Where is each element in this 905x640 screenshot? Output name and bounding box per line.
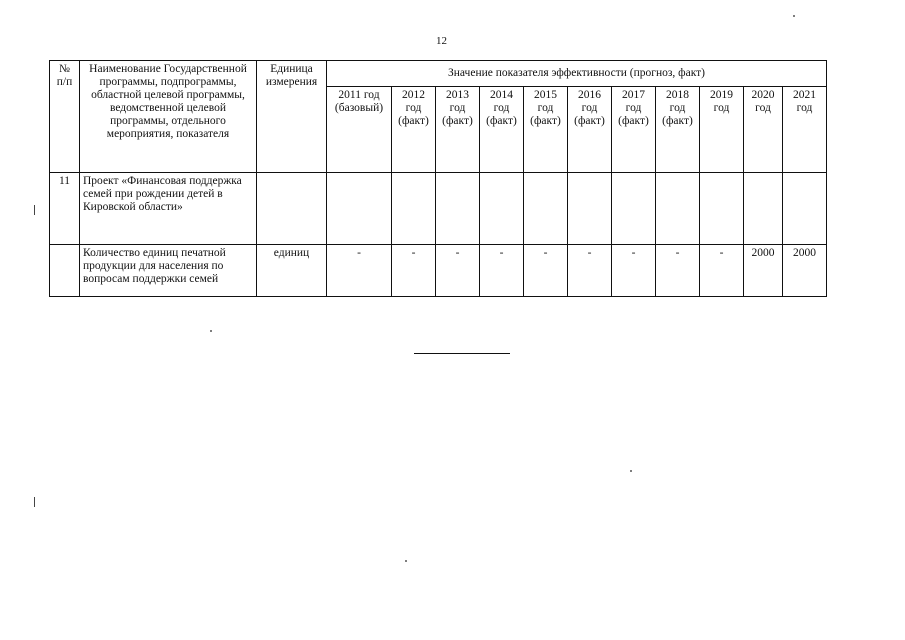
value-cell: - bbox=[700, 245, 744, 297]
header-year-note: (факт) bbox=[398, 115, 429, 127]
scan-mark bbox=[34, 205, 35, 215]
value-cell bbox=[327, 173, 392, 245]
table-row bbox=[50, 173, 827, 245]
header-year-3 bbox=[480, 87, 524, 173]
header-year-label: 2012 год bbox=[402, 89, 425, 114]
scan-speck bbox=[405, 560, 407, 562]
header-year-label: 2014 год bbox=[490, 89, 513, 114]
header-year-note: (факт) bbox=[442, 115, 473, 127]
header-year-label: 2020 год bbox=[751, 89, 775, 114]
value-cell bbox=[436, 173, 480, 245]
header-year-label: 2017 год bbox=[622, 89, 645, 114]
header-year-note: (факт) bbox=[486, 115, 517, 127]
value-cell bbox=[700, 173, 744, 245]
value-cell bbox=[392, 173, 436, 245]
row-name: Количество единиц печатной продукции для населения по вопросам поддержки семей bbox=[80, 245, 257, 297]
header-year-4 bbox=[524, 87, 568, 173]
indicators-table bbox=[49, 60, 827, 297]
header-year-7 bbox=[656, 87, 700, 173]
value-cell bbox=[480, 173, 524, 245]
value-cell: - bbox=[568, 245, 612, 297]
scan-speck bbox=[793, 15, 795, 17]
header-year-note: (факт) bbox=[662, 115, 693, 127]
value-cell: - bbox=[392, 245, 436, 297]
value-cell bbox=[783, 173, 827, 245]
value-cell bbox=[568, 173, 612, 245]
row-unit: единиц bbox=[257, 245, 327, 297]
value-cell: - bbox=[480, 245, 524, 297]
header-name: Наименование Государственной программы, подпрограммы, областной целевой программы, ведомственной целевой программы, отдельного мероприятия, показателя bbox=[80, 61, 257, 173]
value-cell: 2000 bbox=[744, 245, 783, 297]
value-cell: - bbox=[436, 245, 480, 297]
header-values-group: Значение показателя эффективности (прогноз, факт) bbox=[327, 61, 827, 87]
value-cell bbox=[612, 173, 656, 245]
value-cell: 2000 bbox=[783, 245, 827, 297]
value-cell: - bbox=[327, 245, 392, 297]
value-cell bbox=[524, 173, 568, 245]
header-year-label: 2016 год bbox=[578, 89, 601, 114]
section-divider bbox=[414, 353, 510, 354]
scan-speck bbox=[630, 470, 632, 472]
header-year-label: 2013 год bbox=[446, 89, 469, 114]
header-year-note: (факт) bbox=[574, 115, 605, 127]
header-year-note: (базовый) bbox=[334, 102, 384, 114]
row-name: Проект «Финансовая поддержка семей при рождении детей в Кировской области» bbox=[80, 173, 257, 245]
header-year-label: 2019 год bbox=[710, 89, 733, 114]
table-row bbox=[50, 245, 827, 297]
row-num bbox=[50, 245, 80, 297]
value-cell: - bbox=[656, 245, 700, 297]
header-year-0 bbox=[327, 87, 392, 173]
value-cell bbox=[744, 173, 783, 245]
value-cell: - bbox=[612, 245, 656, 297]
header-year-8 bbox=[700, 87, 744, 173]
row-num: 11 bbox=[50, 173, 80, 245]
header-year-label: 2011 год bbox=[338, 89, 380, 101]
header-year-6 bbox=[612, 87, 656, 173]
header-num: № п/п bbox=[50, 61, 80, 173]
header-year-label: 2021 год bbox=[793, 89, 816, 114]
header-year-label: 2018 год bbox=[666, 89, 689, 114]
value-cell: - bbox=[524, 245, 568, 297]
header-year-2 bbox=[436, 87, 480, 173]
header-year-9 bbox=[744, 87, 783, 173]
page-number: 12 bbox=[436, 35, 447, 47]
header-year-10 bbox=[783, 87, 827, 173]
header-unit: Единица измерения bbox=[257, 61, 327, 173]
value-cell bbox=[656, 173, 700, 245]
header-year-label: 2015 год bbox=[534, 89, 557, 114]
header-year-note: (факт) bbox=[530, 115, 561, 127]
scan-mark bbox=[34, 497, 35, 507]
header-year-1 bbox=[392, 87, 436, 173]
row-unit bbox=[257, 173, 327, 245]
scan-speck bbox=[210, 330, 212, 332]
header-year-note: (факт) bbox=[618, 115, 649, 127]
header-year-5 bbox=[568, 87, 612, 173]
